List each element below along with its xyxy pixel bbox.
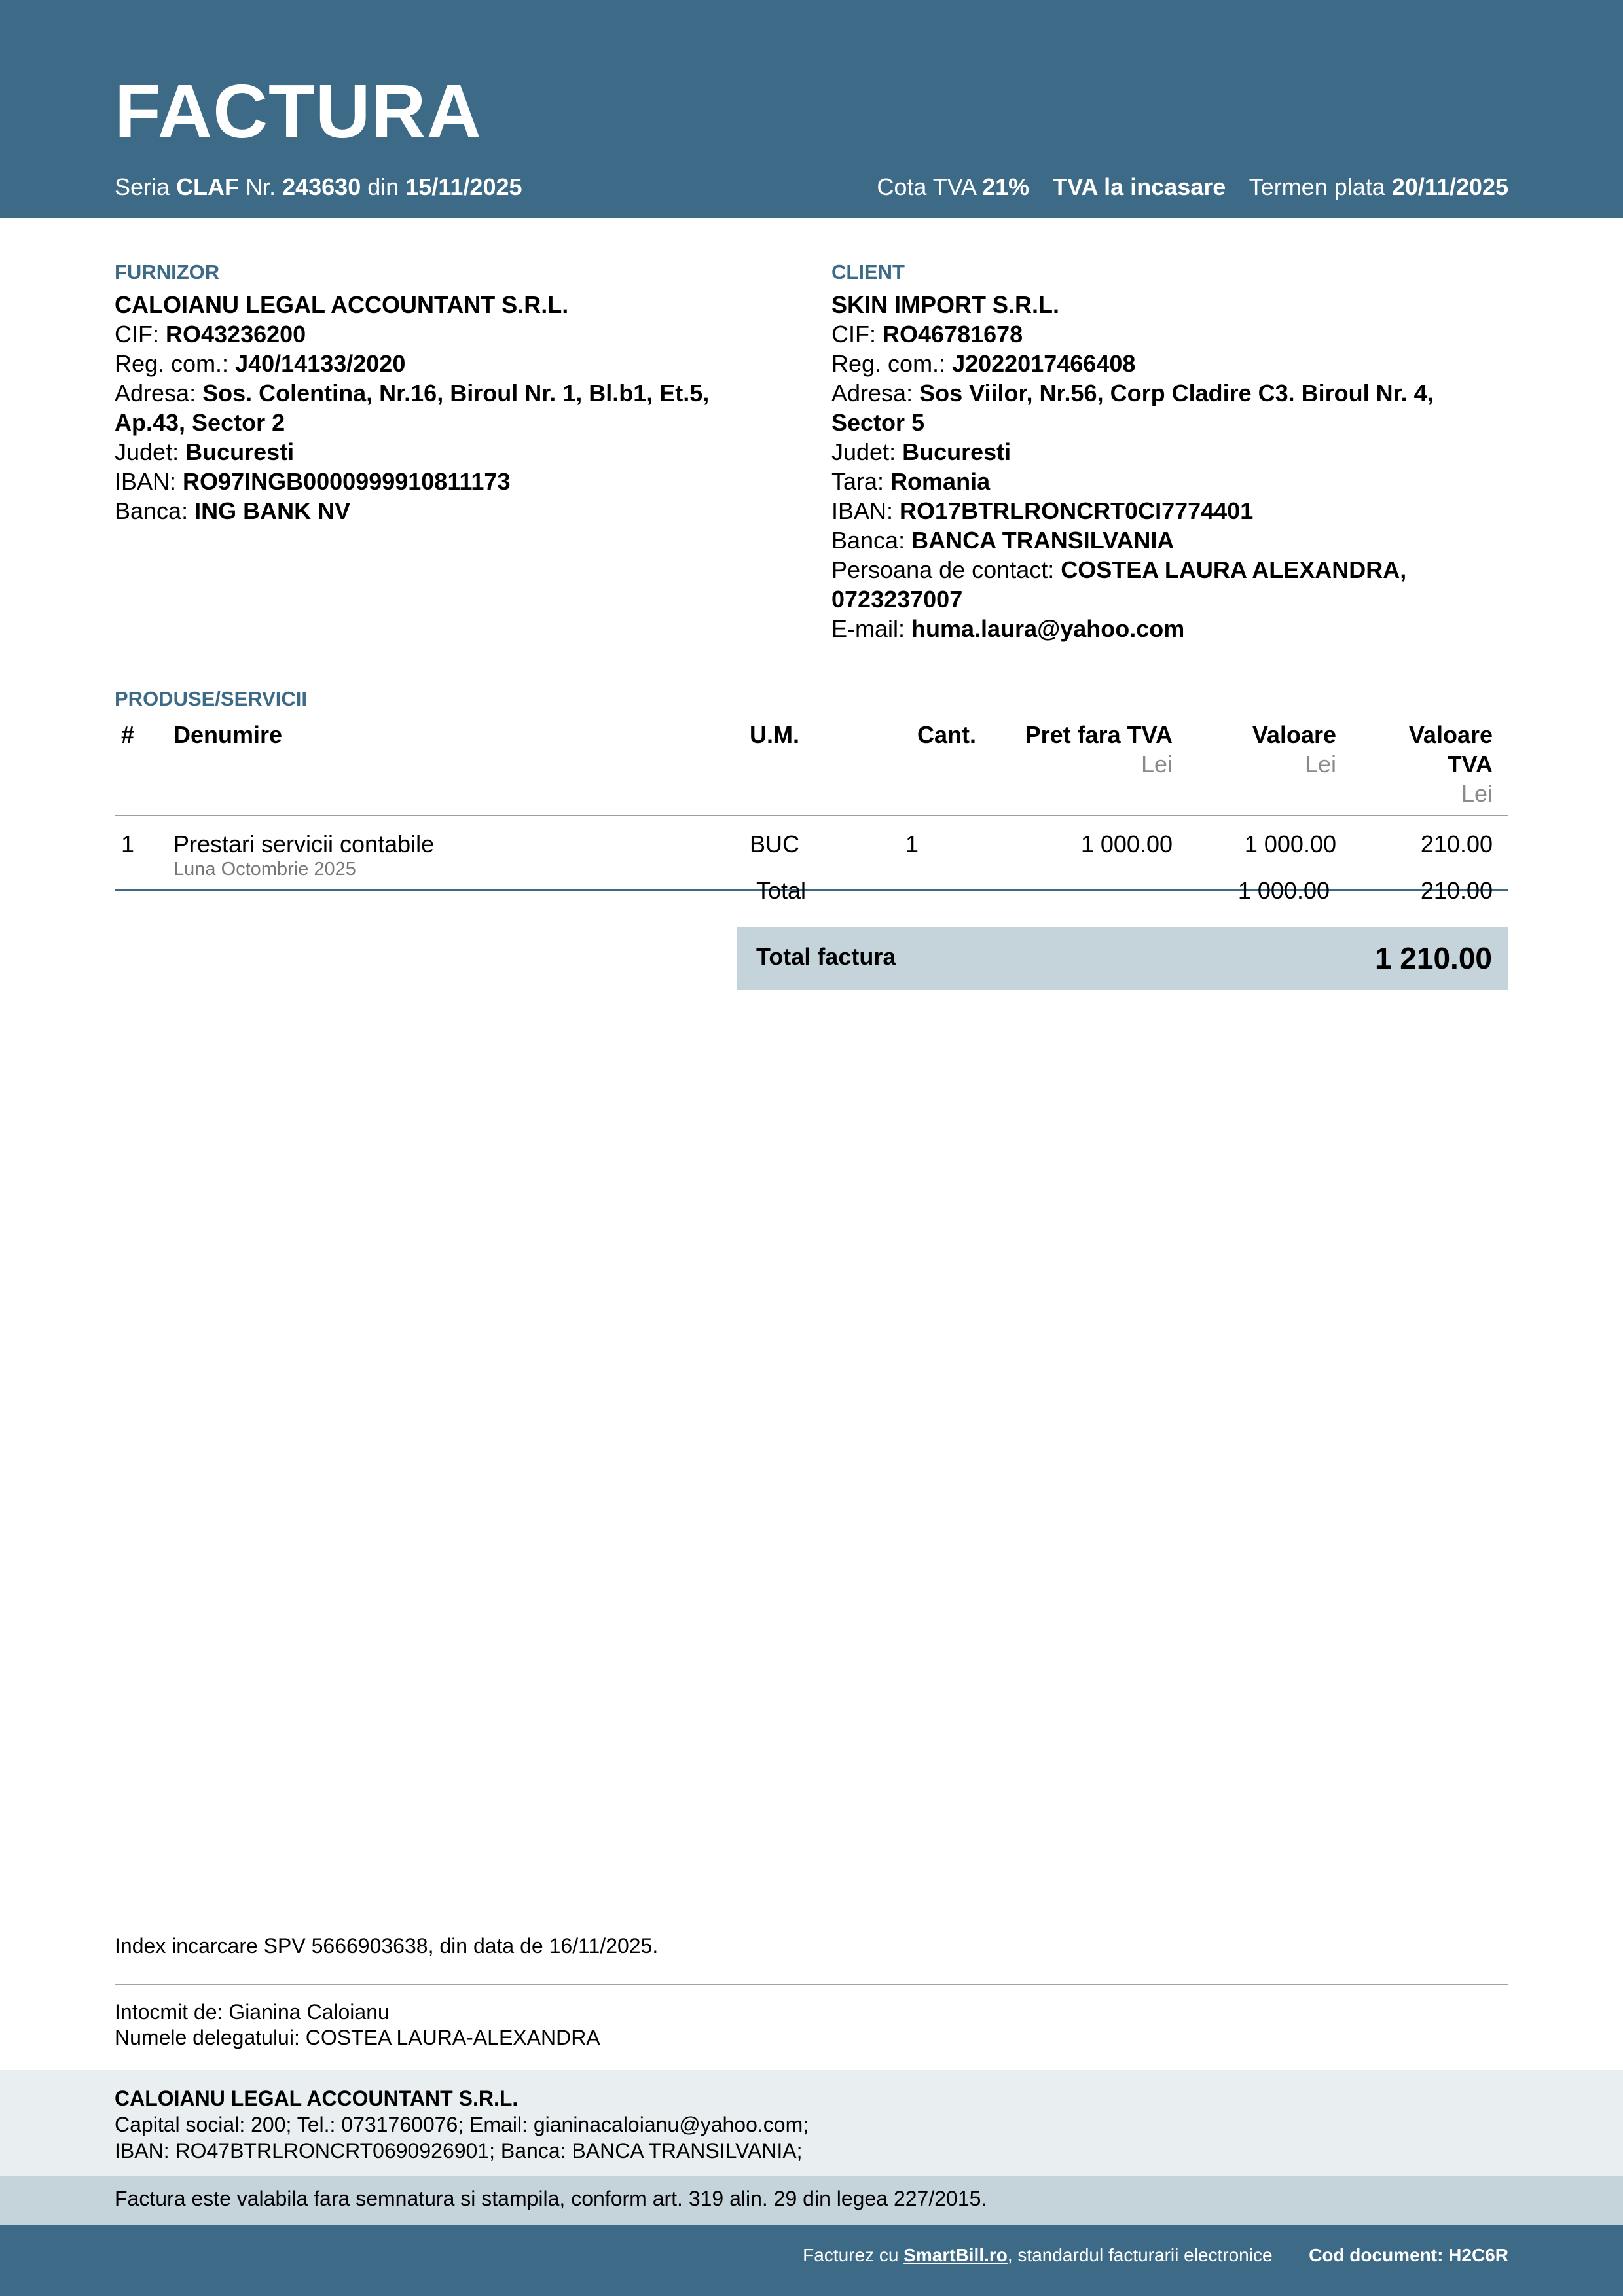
client-contact: Persoana de contact: COSTEA LAURA ALEXANDRA, 0723237007 [831,556,1407,613]
supplier-cif: CIF: RO43236200 [115,321,306,348]
footer-company-contact: Capital social: 200; Tel.: 0731760076; Email: gianinacaloianu@yahoo.com; [115,2113,809,2136]
table-header-row [115,720,1508,816]
client-address: Adresa: Sos Viilor, Nr.56, Corp Cladire C3. Biroul Nr. 4, Sector 5 [831,380,1434,436]
validity-note: Factura este valabila fara semnatura si stampila, conform art. 319 alin. 29 din legea 227/2015. [115,2187,987,2210]
invoice-total-row [737,927,1508,990]
col-name: Denumire [167,720,743,816]
invoice-number: 243630 [282,173,361,200]
total-label: Total [756,877,807,904]
supplier-reg: Reg. com.: J40/14133/2020 [115,350,406,377]
vat-mode: TVA la incasare [1053,173,1226,200]
col-nr: # [115,720,167,816]
client-bank: Banca: BANCA TRANSILVANIA [831,527,1175,554]
supplier-block [115,259,776,526]
col-vat-currency: Lei [1461,780,1493,807]
products-label: PRODUSE/SERVICII [115,687,308,710]
total-vat: 210.00 [1420,877,1493,904]
supplier-iban: IBAN: RO97INGB0000999910811173 [115,468,511,495]
row-vat: 210.00 [1352,816,1508,890]
brand-footer: Facturez cu SmartBill.ro, standardul facturarii electronice Cod document: H2C6R [0,2225,1623,2296]
vat-rate: 21% [982,173,1030,200]
total-value: 1 000.00 [1237,877,1330,904]
client-reg: Reg. com.: J2022017466408 [831,350,1136,377]
col-vat: Valoare TVA Lei [1352,720,1508,816]
invoice-total-value: 1 210.00 [1374,941,1492,975]
total-row [737,857,1508,923]
client-county: Judet: Bucuresti [831,439,1012,465]
row-nr: 1 [115,816,167,890]
footer-company-name: CALOIANU LEGAL ACCOUNTANT S.R.L. [115,2087,519,2110]
invoice-series: CLAF [176,173,240,200]
footer-company-bank: IBAN: RO47BTRLRONCRT0690926901; Banca: BANCA TRANSILVANIA; [115,2139,803,2162]
client-label: CLIENT [831,260,905,283]
supplier-county: Judet: Bucuresti [115,439,295,465]
col-price: Pret fara TVA Lei [992,720,1188,816]
supplier-bank: Banca: ING BANK NV [115,497,351,524]
document-code: Cod document: H2C6R [1309,2245,1508,2265]
issuer-info [115,2000,600,2051]
invoice-total-label: Total factura [756,943,896,970]
client-email: E-mail: huma.laura@yahoo.com [831,615,1185,642]
row-price: 1 000.00 [992,816,1188,890]
spv-note: Index incarcare SPV 5666903638, din data de 16/11/2025. [115,1934,659,1958]
row-name: Prestari servicii contabile [173,831,435,857]
smartbill-link[interactable]: SmartBill.ro [903,2245,1008,2265]
col-qty: Cant. [841,720,992,816]
invoice-series-line: Seria CLAF Nr. 243630 din 15/11/2025 [115,173,522,200]
validity-footer [0,2176,1623,2225]
row-note: Luna Octombrie 2025 [173,859,356,880]
delegate-name: Numele delegatului: COSTEA LAURA-ALEXANDRA [115,2026,600,2049]
client-iban: IBAN: RO17BTRLRONCRT0CI7774401 [831,497,1254,524]
invoice-title: FACTURA [115,69,483,154]
client-country: Tara: Romania [831,468,991,495]
row-um: BUC [743,816,841,890]
supplier-label: FURNIZOR [115,260,220,283]
payment-due-date: 20/11/2025 [1391,173,1508,200]
col-um: U.M. [743,720,841,816]
divider [115,1984,1508,1985]
row-value: 1 000.00 [1188,816,1352,890]
col-value-currency: Lei [1304,751,1336,778]
row-qty: 1 [841,816,992,890]
company-footer [0,2070,1623,2176]
col-value: Valoare Lei [1188,720,1352,816]
supplier-address: Adresa: Sos. Colentina, Nr.16, Biroul Nr. 1, Bl.b1, Et.5, Ap.43, Sector 2 [115,380,710,436]
invoice-header [0,0,1623,218]
client-cif: CIF: RO46781678 [831,321,1023,348]
col-price-currency: Lei [1140,751,1173,778]
invoice-date: 15/11/2025 [405,173,522,200]
client-name: SKIN IMPORT S.R.L. [831,291,1060,318]
supplier-name: CALOIANU LEGAL ACCOUNTANT S.R.L. [115,291,569,318]
row-name-cell [167,816,743,890]
client-block [831,259,1493,643]
issued-by: Intocmit de: Gianina Caloianu [115,2000,390,2024]
totals-block [737,857,1508,975]
invoice-vat-terms: Cota TVA 21% TVA la incasare Termen plata 20/11/2025 [877,173,1508,200]
